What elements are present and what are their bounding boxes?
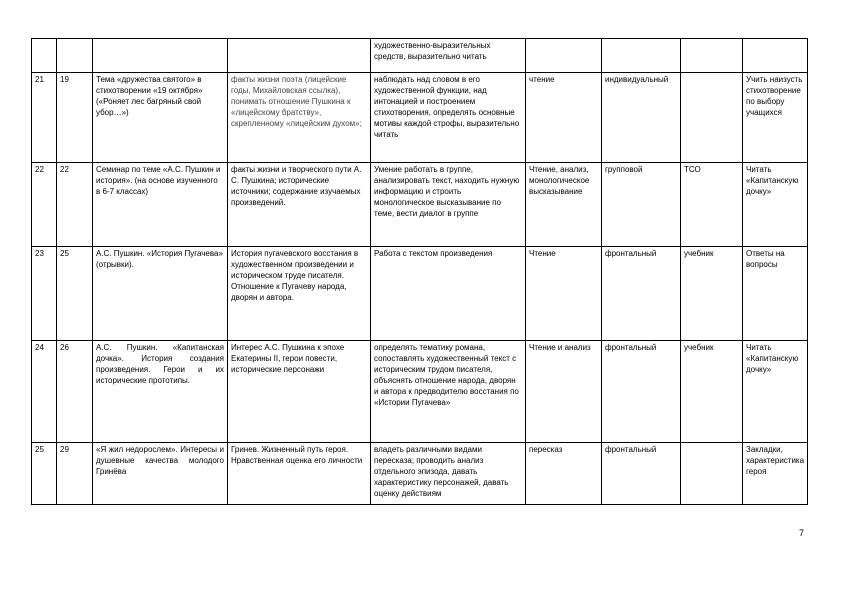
cell-topic: «Я жил недорослем». Интересы и душевные качества молодого Гринёва bbox=[93, 443, 228, 505]
cell-homework: Ответы на вопросы bbox=[743, 247, 808, 341]
cell-means bbox=[681, 39, 743, 73]
table-row bbox=[32, 341, 808, 443]
cell-content: История пугачевского восстания в художественном произведении и историческом труде писателя. Отношение к Пугачеву народа, дворян и автора. bbox=[228, 247, 371, 341]
cell-topic: Тема «дружества святого» в стихотворении «19 октября» («Роняет лес багряный свой убор…») bbox=[93, 73, 228, 163]
cell-skills: владеть различными видами пересказа; проводить анализ отдельного эпизода, давать характеристику персонажей, давать оценку действиям bbox=[371, 443, 526, 505]
cell-content: Гринев. Жизненный путь героя. Нравственная оценка его личности bbox=[228, 443, 371, 505]
cell-homework bbox=[743, 39, 808, 73]
cell-form: фронтальный bbox=[602, 247, 681, 341]
cell-activity: Чтение и анализ bbox=[526, 341, 602, 443]
cell-topic: А.С. Пушкин. «Капитанская дочка». История создания произведения. Герои и их исторические прототипы. bbox=[93, 341, 228, 443]
cell-content: факты жизни поэта (лицейские годы, Михайловская ссылка), понимать отношение Пушкина к «лицейскому братству», скрепленному «лицейским духом»; bbox=[228, 73, 371, 163]
cell-lesson: 29 bbox=[57, 443, 93, 505]
cell-topic: А.С. Пушкин. «История Пугачева» (отрывки). bbox=[93, 247, 228, 341]
table-row bbox=[32, 39, 808, 73]
cell-lesson: 25 bbox=[57, 247, 93, 341]
cell-number: 24 bbox=[32, 341, 57, 443]
cell-skills: наблюдать над словом в его художественной функции, над интонацией и построением стихотворения, определять основные мотивы каждой строфы, выразительно читать bbox=[371, 73, 526, 163]
cell-activity: пересказ bbox=[526, 443, 602, 505]
cell-skills: определять тематику романа, сопоставлять художественный текст с историческим трудом писателя, объяснять отношение народа, дворян и автора к предводителю восстания по «Истории Пугачева» bbox=[371, 341, 526, 443]
table-row bbox=[32, 247, 808, 341]
cell-form: фронтальный bbox=[602, 443, 681, 505]
cell-number: 21 bbox=[32, 73, 57, 163]
cell-skills: художественно-выразительных средств, выразительно читать bbox=[371, 39, 526, 73]
cell-topic: Семинар по теме «А.С. Пушкин и история». (на основе изученного в 6-7 классах) bbox=[93, 163, 228, 247]
cell-form: индивидуальный bbox=[602, 73, 681, 163]
cell-activity: чтение bbox=[526, 73, 602, 163]
cell-content: Интерес А.С. Пушкина к эпохе Екатерины II, герои повести, исторические персонажи bbox=[228, 341, 371, 443]
cell-form: групповой bbox=[602, 163, 681, 247]
table-body bbox=[32, 39, 808, 505]
cell-means: ТСО bbox=[681, 163, 743, 247]
cell-lesson bbox=[57, 39, 93, 73]
cell-homework: Закладки, характеристика героя bbox=[743, 443, 808, 505]
cell-lesson: 19 bbox=[57, 73, 93, 163]
table-row bbox=[32, 163, 808, 247]
cell-skills: Умение работать в группе, анализировать текст, находить нужную информацию и строить монологическое высказывание по теме, вести диалог в группе bbox=[371, 163, 526, 247]
cell-homework: Читать «Капитанскую дочку» bbox=[743, 163, 808, 247]
cell-number bbox=[32, 39, 57, 73]
cell-number: 25 bbox=[32, 443, 57, 505]
cell-topic bbox=[93, 39, 228, 73]
page-number: 7 bbox=[799, 528, 805, 538]
cell-skills: Работа с текстом произведения bbox=[371, 247, 526, 341]
cell-activity: Чтение bbox=[526, 247, 602, 341]
cell-content bbox=[228, 39, 371, 73]
cell-activity bbox=[526, 39, 602, 73]
cell-means: учебник bbox=[681, 247, 743, 341]
cell-homework: Учить наизусть стихотворение по выбору учащихся bbox=[743, 73, 808, 163]
cell-content: факты жизни и творческого пути А. С. Пушкина; исторические источники; содержание изучаемых произведений. bbox=[228, 163, 371, 247]
cell-number: 23 bbox=[32, 247, 57, 341]
cell-homework: Читать «Капитанскую дочку» bbox=[743, 341, 808, 443]
cell-activity: Чтение, анализ, монологическое высказывание bbox=[526, 163, 602, 247]
table-row bbox=[32, 443, 808, 505]
cell-form bbox=[602, 39, 681, 73]
cell-lesson: 26 bbox=[57, 341, 93, 443]
cell-means: учебник bbox=[681, 341, 743, 443]
cell-form: фронтальный bbox=[602, 341, 681, 443]
cell-means bbox=[681, 73, 743, 163]
table-row bbox=[32, 73, 808, 163]
cell-lesson: 22 bbox=[57, 163, 93, 247]
cell-number: 22 bbox=[32, 163, 57, 247]
cell-means bbox=[681, 443, 743, 505]
lesson-plan-table bbox=[31, 38, 808, 505]
